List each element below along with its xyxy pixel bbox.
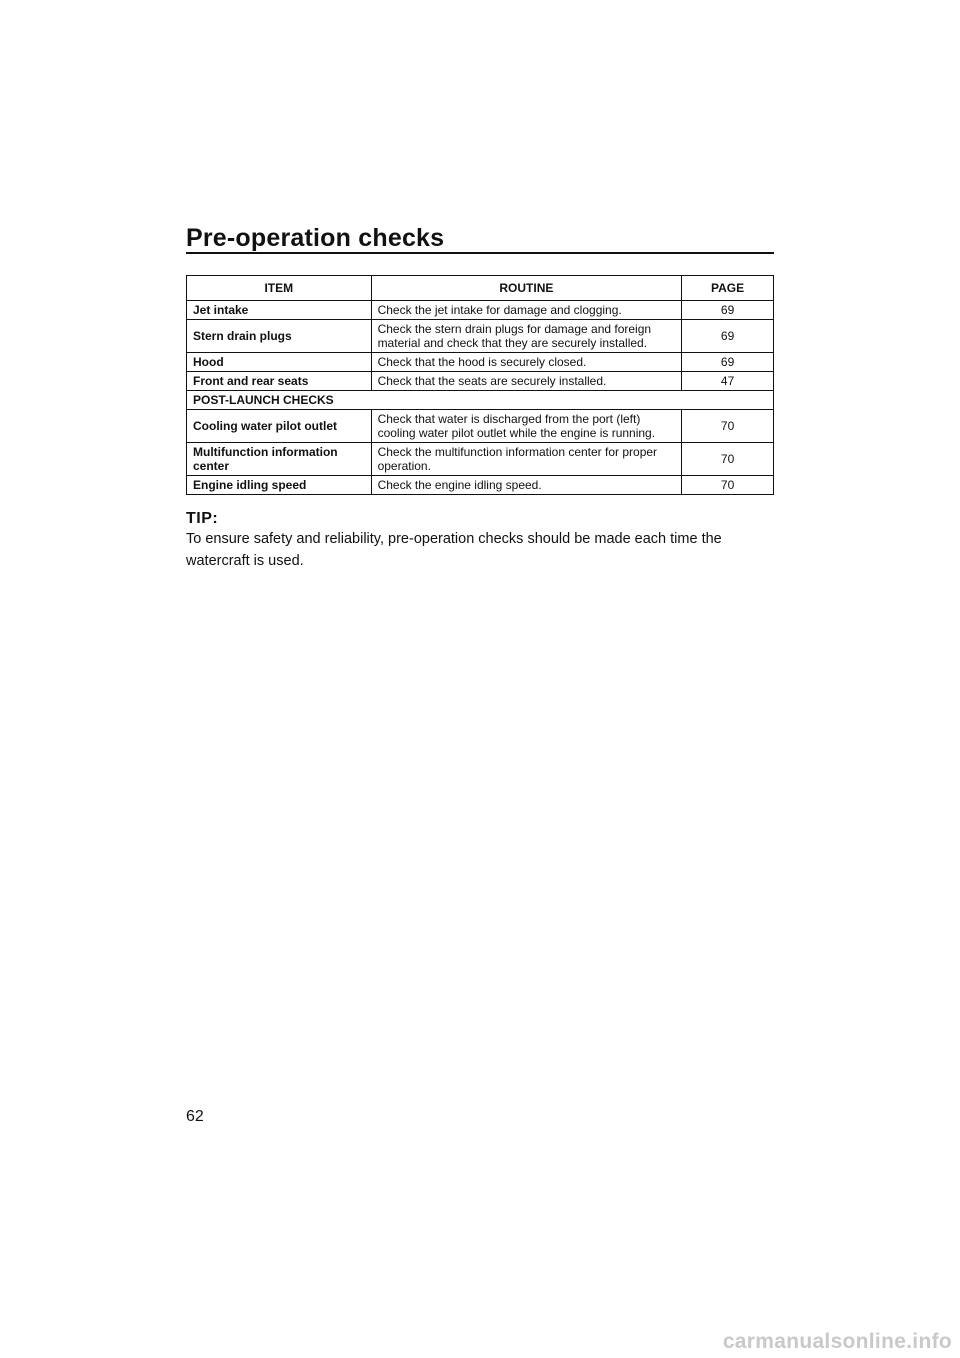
row-item: Jet intake <box>187 301 372 320</box>
table-row <box>187 353 774 372</box>
row-item: Multifunction information center <box>187 443 372 476</box>
row-routine: Check the stern drain plugs for damage and foreign material and check that they are securely installed. <box>371 320 682 353</box>
pre-operation-checks-table <box>186 275 774 495</box>
table-header-row <box>187 276 774 301</box>
column-header-page: PAGE <box>682 276 774 301</box>
table-row <box>187 476 774 495</box>
page-title: Pre-operation checks <box>186 224 445 252</box>
page-number: 62 <box>186 1108 204 1125</box>
row-item: Front and rear seats <box>187 372 372 391</box>
row-item: Stern drain plugs <box>187 320 372 353</box>
row-routine: Check that water is discharged from the port (left) cooling water pilot outlet while the engine is running. <box>371 410 682 443</box>
tip-text: To ensure safety and reliability, pre-operation checks should be made each time the watercraft is used. <box>186 531 722 569</box>
row-page: 47 <box>682 372 774 391</box>
column-header-routine: ROUTINE <box>371 276 682 301</box>
section-row <box>187 391 774 410</box>
row-routine: Check the jet intake for damage and clogging. <box>371 301 682 320</box>
row-routine: Check the engine idling speed. <box>371 476 682 495</box>
row-page: 70 <box>682 443 774 476</box>
title-divider <box>186 252 774 254</box>
post-launch-section-label: POST-LAUNCH CHECKS <box>187 391 774 410</box>
table-row <box>187 410 774 443</box>
row-page: 69 <box>682 320 774 353</box>
row-routine: Check the multifunction information center for proper operation. <box>371 443 682 476</box>
row-page: 69 <box>682 301 774 320</box>
row-item: Hood <box>187 353 372 372</box>
row-item: Cooling water pilot outlet <box>187 410 372 443</box>
row-item: Engine idling speed <box>187 476 372 495</box>
row-routine: Check that the seats are securely installed. <box>371 372 682 391</box>
column-header-item: ITEM <box>187 276 372 301</box>
table-row <box>187 443 774 476</box>
row-page: 70 <box>682 410 774 443</box>
table-row <box>187 372 774 391</box>
row-routine: Check that the hood is securely closed. <box>371 353 682 372</box>
watermark: carmanualsonline.info <box>722 1330 952 1353</box>
row-page: 70 <box>682 476 774 495</box>
tip-heading: TIP: <box>186 510 219 527</box>
row-page: 69 <box>682 353 774 372</box>
table-row <box>187 301 774 320</box>
table-row <box>187 320 774 353</box>
